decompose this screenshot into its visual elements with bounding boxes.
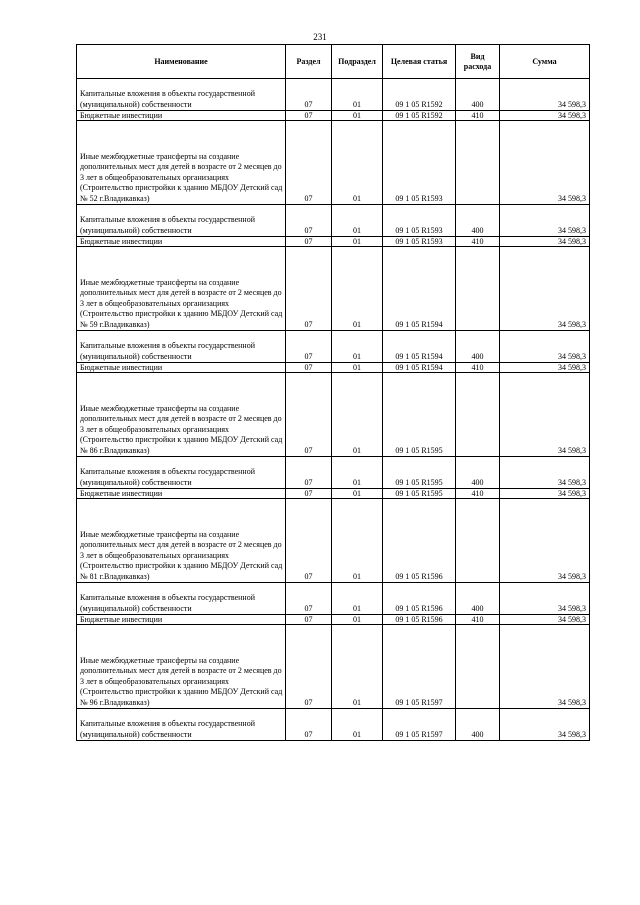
table-row — [77, 625, 590, 709]
cell-section: 07 — [286, 489, 332, 499]
cell-target: 09 1 05 R1593 — [383, 237, 456, 247]
cell-name: Иные межбюджетные трансферты на создание дополнительных мест для детей в возрасте от 2 месяцев до 3 лет в общеобразовательных организациях (Строительство пристройки к зданию МБДОУ Детский сад № 81 г.Владикавказ) — [77, 499, 286, 583]
cell-amount: 34 598,3 — [500, 237, 590, 247]
cell-name: Бюджетные инвестиции — [77, 489, 286, 499]
cell-expense-type — [456, 499, 500, 583]
cell-amount: 34 598,3 — [500, 111, 590, 121]
cell-amount: 34 598,3 — [500, 363, 590, 373]
cell-name: Иные межбюджетные трансферты на создание дополнительных мест для детей в возрасте от 2 месяцев до 3 лет в общеобразовательных организациях (Строительство пристройки к зданию МБДОУ Детский сад № 86 г.Владикавказ) — [77, 373, 286, 457]
cell-target: 09 1 05 R1593 — [383, 205, 456, 237]
cell-section: 07 — [286, 205, 332, 237]
cell-subsection: 01 — [332, 331, 383, 363]
cell-expense-type — [456, 373, 500, 457]
cell-section: 07 — [286, 247, 332, 331]
table-row — [77, 457, 590, 489]
cell-amount: 34 598,3 — [500, 489, 590, 499]
cell-name: Капитальные вложения в объекты государственной (муниципальной) собственности — [77, 457, 286, 489]
cell-subsection: 01 — [332, 111, 383, 121]
cell-section: 07 — [286, 373, 332, 457]
cell-subsection: 01 — [332, 709, 383, 741]
cell-name: Капитальные вложения в объекты государственной (муниципальной) собственности — [77, 205, 286, 237]
cell-target: 09 1 05 R1595 — [383, 489, 456, 499]
header-expense-type: Вид расхода — [456, 45, 500, 79]
table-row — [77, 111, 590, 121]
cell-expense-type: 400 — [456, 583, 500, 615]
cell-amount: 34 598,3 — [500, 709, 590, 741]
cell-expense-type: 400 — [456, 79, 500, 111]
header-section: Раздел — [286, 45, 332, 79]
cell-target: 09 1 05 R1594 — [383, 363, 456, 373]
cell-subsection: 01 — [332, 373, 383, 457]
cell-section: 07 — [286, 121, 332, 205]
cell-target: 09 1 05 R1595 — [383, 373, 456, 457]
cell-expense-type: 410 — [456, 363, 500, 373]
cell-subsection: 01 — [332, 121, 383, 205]
cell-target: 09 1 05 R1592 — [383, 79, 456, 111]
table-row — [77, 121, 590, 205]
table-row — [77, 247, 590, 331]
cell-subsection: 01 — [332, 583, 383, 615]
cell-amount: 34 598,3 — [500, 373, 590, 457]
cell-name: Бюджетные инвестиции — [77, 615, 286, 625]
header-target: Целевая статья — [383, 45, 456, 79]
cell-section: 07 — [286, 111, 332, 121]
cell-expense-type: 400 — [456, 457, 500, 489]
table-row — [77, 79, 590, 111]
cell-section: 07 — [286, 363, 332, 373]
cell-section: 07 — [286, 457, 332, 489]
table-row — [77, 373, 590, 457]
cell-target: 09 1 05 R1594 — [383, 247, 456, 331]
cell-name: Бюджетные инвестиции — [77, 237, 286, 247]
cell-expense-type: 410 — [456, 489, 500, 499]
cell-amount: 34 598,3 — [500, 615, 590, 625]
cell-section: 07 — [286, 625, 332, 709]
header-name: Наименование — [77, 45, 286, 79]
cell-name: Иные межбюджетные трансферты на создание дополнительных мест для детей в возрасте от 2 месяцев до 3 лет в общеобразовательных организациях (Строительство пристройки к зданию МБДОУ Детский сад № 59 г.Владикавказ) — [77, 247, 286, 331]
cell-expense-type — [456, 121, 500, 205]
cell-amount: 34 598,3 — [500, 79, 590, 111]
budget-table — [76, 44, 590, 741]
cell-amount: 34 598,3 — [500, 625, 590, 709]
cell-amount: 34 598,3 — [500, 499, 590, 583]
table-row — [77, 363, 590, 373]
cell-name: Бюджетные инвестиции — [77, 363, 286, 373]
cell-subsection: 01 — [332, 79, 383, 111]
cell-target: 09 1 05 R1597 — [383, 625, 456, 709]
cell-section: 07 — [286, 615, 332, 625]
cell-target: 09 1 05 R1596 — [383, 615, 456, 625]
header-amount: Сумма — [500, 45, 590, 79]
table-row — [77, 709, 590, 741]
table-row — [77, 237, 590, 247]
cell-section: 07 — [286, 583, 332, 615]
cell-subsection: 01 — [332, 499, 383, 583]
cell-section: 07 — [286, 331, 332, 363]
cell-section: 07 — [286, 79, 332, 111]
cell-amount: 34 598,3 — [500, 457, 590, 489]
cell-name: Капитальные вложения в объекты государственной (муниципальной) собственности — [77, 709, 286, 741]
cell-expense-type — [456, 247, 500, 331]
cell-target: 09 1 05 R1595 — [383, 457, 456, 489]
cell-target: 09 1 05 R1596 — [383, 583, 456, 615]
cell-expense-type — [456, 625, 500, 709]
cell-expense-type: 400 — [456, 205, 500, 237]
cell-expense-type: 410 — [456, 111, 500, 121]
cell-section: 07 — [286, 237, 332, 247]
cell-subsection: 01 — [332, 625, 383, 709]
cell-name: Капитальные вложения в объекты государственной (муниципальной) собственности — [77, 79, 286, 111]
cell-expense-type: 410 — [456, 615, 500, 625]
cell-amount: 34 598,3 — [500, 331, 590, 363]
cell-subsection: 01 — [332, 205, 383, 237]
cell-subsection: 01 — [332, 247, 383, 331]
cell-amount: 34 598,3 — [500, 205, 590, 237]
table-body — [77, 79, 590, 741]
cell-subsection: 01 — [332, 457, 383, 489]
table-row — [77, 615, 590, 625]
cell-subsection: 01 — [332, 489, 383, 499]
table-row — [77, 331, 590, 363]
cell-expense-type: 410 — [456, 237, 500, 247]
cell-target: 09 1 05 R1594 — [383, 331, 456, 363]
cell-name: Иные межбюджетные трансферты на создание дополнительных мест для детей в возрасте от 2 месяцев до 3 лет в общеобразовательных организациях (Строительство пристройки к зданию МБДОУ Детский сад № 96 г.Владикавказ) — [77, 625, 286, 709]
cell-name: Иные межбюджетные трансферты на создание дополнительных мест для детей в возрасте от 2 месяцев до 3 лет в общеобразовательных организациях (Строительство пристройки к зданию МБДОУ Детский сад № 52 г.Владикавказ) — [77, 121, 286, 205]
cell-name: Капитальные вложения в объекты государственной (муниципальной) собственности — [77, 331, 286, 363]
header-row — [77, 45, 590, 79]
cell-amount: 34 598,3 — [500, 121, 590, 205]
cell-name: Бюджетные инвестиции — [77, 111, 286, 121]
table-row — [77, 583, 590, 615]
page-number: 231 — [313, 32, 327, 42]
cell-amount: 34 598,3 — [500, 583, 590, 615]
cell-subsection: 01 — [332, 363, 383, 373]
cell-section: 07 — [286, 499, 332, 583]
cell-subsection: 01 — [332, 615, 383, 625]
cell-target: 09 1 05 R1593 — [383, 121, 456, 205]
cell-target: 09 1 05 R1592 — [383, 111, 456, 121]
cell-amount: 34 598,3 — [500, 247, 590, 331]
cell-expense-type: 400 — [456, 709, 500, 741]
table-row — [77, 499, 590, 583]
cell-name: Капитальные вложения в объекты государственной (муниципальной) собственности — [77, 583, 286, 615]
cell-target: 09 1 05 R1597 — [383, 709, 456, 741]
cell-target: 09 1 05 R1596 — [383, 499, 456, 583]
cell-subsection: 01 — [332, 237, 383, 247]
cell-expense-type: 400 — [456, 331, 500, 363]
cell-section: 07 — [286, 709, 332, 741]
table-row — [77, 205, 590, 237]
table-row — [77, 489, 590, 499]
header-subsection: Подраздел — [332, 45, 383, 79]
